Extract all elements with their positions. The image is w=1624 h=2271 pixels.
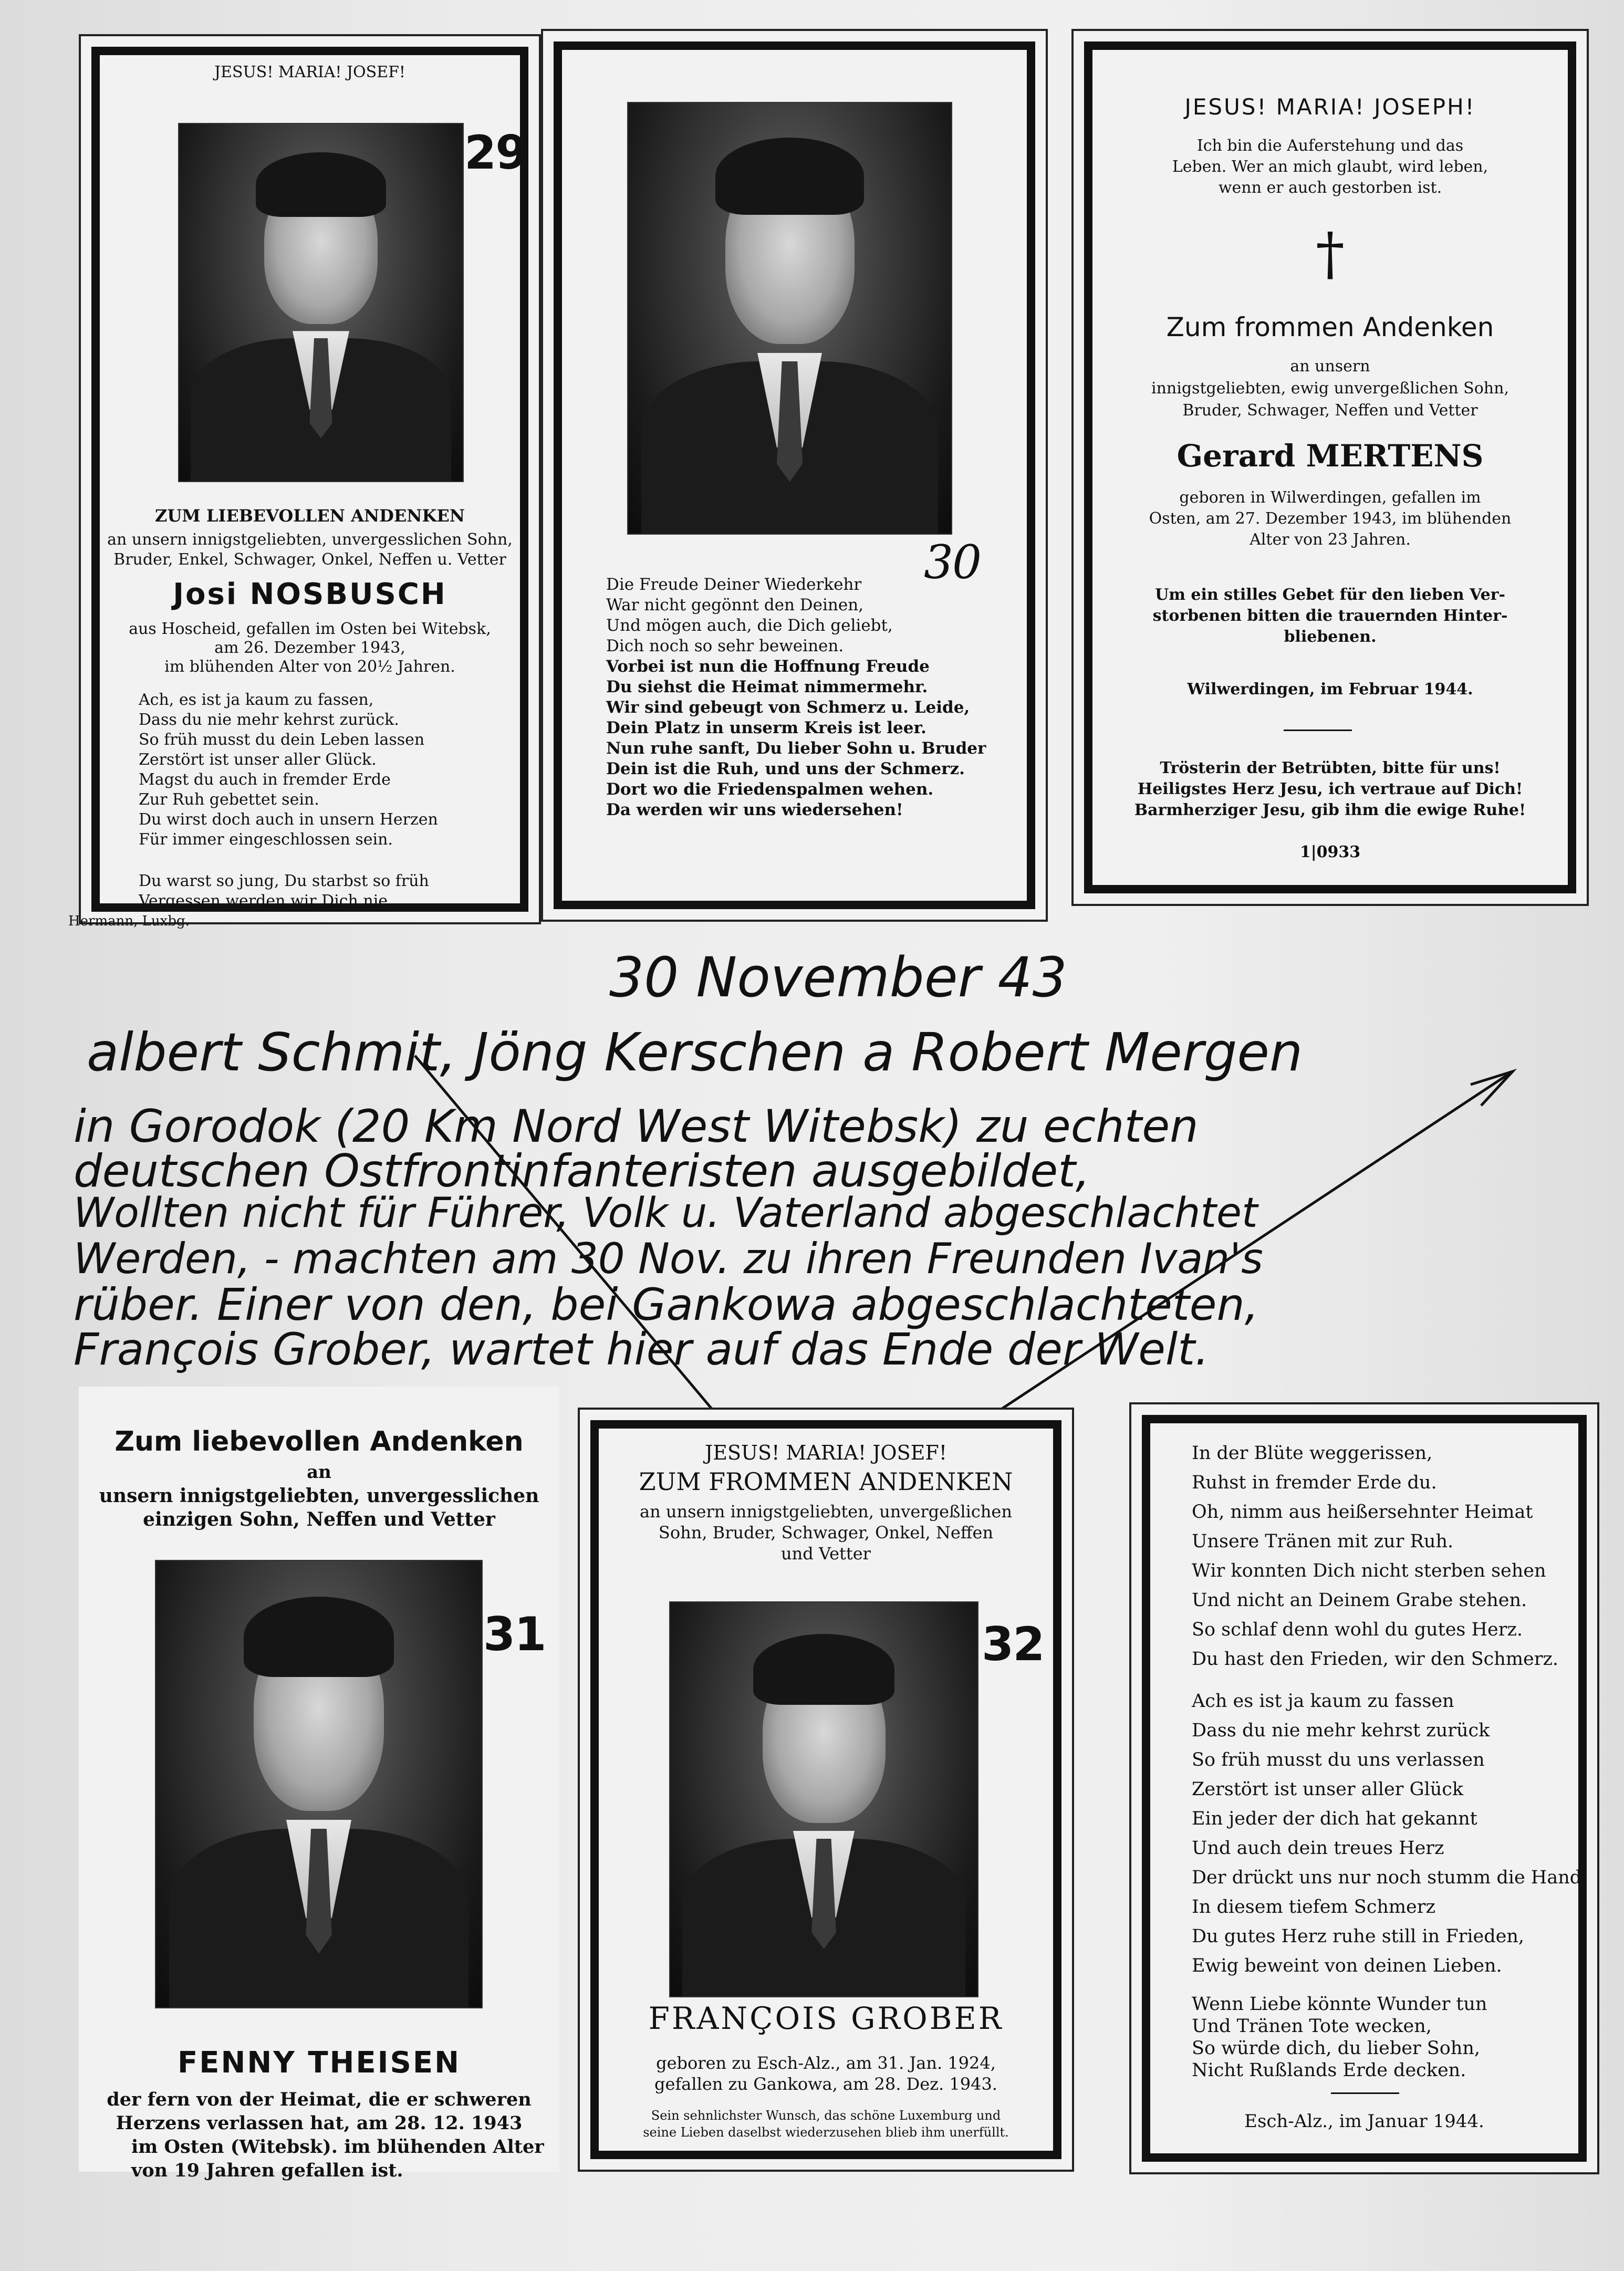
card-intro: Sohn, Bruder, Schwager, Onkel, Neffen xyxy=(658,1523,994,1543)
card-verse: Ich bin die Auferstehung und das xyxy=(1196,137,1464,155)
deceased-name: FENNY THEISEN xyxy=(178,2046,461,2080)
handwritten-line: deutschen Ostfrontinfanteristen ausgebildet, xyxy=(74,1145,1090,1197)
card-verse: wenn er auch gestorben ist. xyxy=(1218,179,1442,197)
card-detail: geboren in Wilwerdingen, gefallen im xyxy=(1179,488,1481,507)
card-wish: seine Lieben daselbst wiederzusehen blieb ihm unerfüllt. xyxy=(643,2125,1009,2140)
card-intro: an xyxy=(307,1462,331,1483)
card-wish: Sein sehnlichster Wunsch, das schöne Luxemburg und xyxy=(651,2108,1001,2123)
card-detail: geboren zu Esch-Alz., am 31. Jan. 1924, xyxy=(656,2053,996,2073)
card-detail: Osten, am 27. Dezember 1943, im blühenden xyxy=(1149,509,1512,528)
card-poem: Ach, es ist ja kaum zu fassen, Dass du nie mehr kehrst zurück. So früh musst du dein Leben lassen Zerstört ist unser aller Glück. Magst du auch in fremder Erde Zur Ruh gebettet sein. Du wirst doch auch in unsern Herzen Für immer eingeschlossen sein. xyxy=(139,691,438,849)
card-poem: Die Freude Deiner Wiederkehr War nicht gegönnt den Deinen, Und mögen auch, die Dich geliebt, Dich noch so sehr beweinen. Vorbei ist nun die Hoffnung Freude Du siehst die Heimat nimmermehr. Wir sind gebeugt von Schmerz u. Leide, Dein Platz in unserm Kreis ist leer. Nun ruhe sanft, Du lieber Sohn u. Bruder Dein ist die Ruh, und uns der Schmerz. Dort wo die Friedenspalmen wehen. Da werden wir uns wiedersehen! xyxy=(606,575,986,819)
card-title: Zum frommen Andenken xyxy=(1166,312,1494,342)
card-number: 29 xyxy=(464,126,527,180)
memorial-card-poem-grober xyxy=(1129,1402,1599,2174)
card-header: JESUS! MARIA! JOSEPH! xyxy=(1184,94,1476,120)
card-invocation: Trösterin der Betrübten, bitte für uns! xyxy=(1160,759,1501,777)
card-title: ZUM LIEBEVOLLEN ANDENKEN xyxy=(155,506,465,526)
card-title: Zum liebevollen Andenken xyxy=(114,1426,524,1457)
card-intro: einzigen Sohn, Neffen und Vetter xyxy=(143,1508,495,1530)
card-number: 30 xyxy=(924,535,981,589)
memorial-card-theisen xyxy=(79,1387,559,2181)
deceased-name: Gerard MERTENS xyxy=(1177,438,1484,474)
handwritten-line: Werden, - machten am 30 Nov. zu ihren Freunden Ivan's xyxy=(74,1234,1263,1283)
card-detail: aus Hoscheid, gefallen im Osten bei Witebsk, xyxy=(129,620,491,638)
divider xyxy=(1331,2092,1399,2094)
handwritten-line: François Grober, wartet hier auf das Ende der Welt. xyxy=(74,1324,1209,1375)
card-number: 32 xyxy=(982,1617,1044,1671)
card-intro: an unsern xyxy=(1290,357,1370,376)
handwritten-line: rüber. Einer von den, bei Gankowa abgeschlachteten, xyxy=(74,1279,1259,1330)
handwritten-line: Wollten nicht für Führer, Volk u. Vaterland abgeschlachtet xyxy=(74,1190,1258,1237)
card-header: JESUS! MARIA! JOSEF! xyxy=(705,1441,947,1464)
deceased-name: Josi NOSBUSCH xyxy=(173,577,447,611)
card-closing: Du warst so jung, Du starbst so früh Vergessen werden wir Dich nie. xyxy=(139,872,429,910)
card-prayer: bliebenen. xyxy=(1284,628,1377,646)
card-detail: am 26. Dezember 1943, xyxy=(214,639,405,657)
portrait-photo xyxy=(669,1601,978,1997)
card-detail: im blühenden Alter von 20½ Jahren. xyxy=(164,658,455,676)
card-intro: und Vetter xyxy=(781,1544,871,1564)
deceased-name: FRANÇOIS GROBER xyxy=(648,2001,1004,2036)
card-place-date: Esch-Alz., im Januar 1944. xyxy=(1244,2111,1484,2132)
card-intro: an unsern innigstgeliebten, unvergesslichen Sohn, xyxy=(107,530,513,549)
cross-icon: † xyxy=(1316,220,1345,287)
card-intro: an unsern innigstgeliebten, unvergeßlichen xyxy=(640,1502,1012,1522)
card-invocation: Barmherziger Jesu, gib ihm die ewige Ruhe! xyxy=(1134,801,1526,819)
printer-mark: Hermann, Luxbg. xyxy=(68,913,190,929)
card-title: ZUM FROMMEN ANDENKEN xyxy=(639,1467,1013,1496)
card-detail: Alter von 23 Jahren. xyxy=(1250,530,1411,549)
card-invocation: Heiligstes Herz Jesu, ich vertraue auf Dich! xyxy=(1137,780,1523,798)
card-code: 1|0933 xyxy=(1299,843,1361,861)
card-place-date: Wilwerdingen, im Februar 1944. xyxy=(1187,680,1473,699)
card-verse: Leben. Wer an mich glaubt, wird leben, xyxy=(1172,158,1488,176)
card-prayer: Um ein stilles Gebet für den lieben Ver- xyxy=(1155,586,1505,604)
card-detail: im Osten (Witebsk). im blühenden Alter xyxy=(131,2136,544,2158)
memorial-card-grober xyxy=(578,1408,1074,2172)
handwritten-date: 30 November 43 xyxy=(609,945,1067,1009)
card-intro: Bruder, Schwager, Neffen und Vetter xyxy=(1182,401,1478,420)
card-detail: gefallen zu Gankowa, am 28. Dez. 1943. xyxy=(654,2074,997,2094)
card-header: JESUS! MARIA! JOSEF! xyxy=(214,63,405,81)
portrait-photo xyxy=(155,1560,483,2008)
card-intro: innigstgeliebten, ewig unvergeßlichen Sohn, xyxy=(1151,379,1509,398)
handwritten-names: albert Schmit, Jöng Kerschen a Robert Mergen xyxy=(87,1022,1303,1083)
card-intro: Bruder, Enkel, Schwager, Onkel, Neffen u. Vetter xyxy=(113,550,506,569)
card-detail: der fern von der Heimat, die er schweren xyxy=(107,2089,532,2110)
card-intro: unsern innigstgeliebten, unvergesslichen xyxy=(99,1485,539,1507)
card-prayer: storbenen bitten die trauernden Hinter- xyxy=(1152,607,1508,625)
card-detail: von 19 Jahren gefallen ist. xyxy=(131,2160,403,2181)
handwritten-line: in Gorodok (20 Km Nord West Witebsk) zu echten xyxy=(74,1100,1199,1153)
card-number: 31 xyxy=(483,1607,546,1661)
card-detail: Herzens verlassen hat, am 28. 12. 1943 xyxy=(116,2112,523,2134)
card-poem: In der Blüte weggerissen, Ruhst in fremder Erde du. Oh, nimm aus heißersehnter Heimat Unsere Tränen mit zur Ruh. Wir konnten Dich nicht sterben sehen Und nicht an Deinem Grabe stehen. So schlaf denn wohl du gutes Herz. Du hast den Frieden, wir den Schmerz. Ach es ist ja kaum zu fassen Dass du nie mehr kehrst zurück So früh musst du uns verlassen Zerstört ist unser aller Glück Ein jeder der dich hat gekannt Und auch dein treues Herz Der drückt uns nur noch stumm die Hand In diesem tiefem Schmerz Du gutes Herz ruhe still in Frieden, Ewig beweint von deinen Lieben. Wenn Liebe könnte Wunder tun Und Tränen Tote wecken, So würde dich, du lieber Sohn, Nicht Rußlands Erde decken. xyxy=(1192,1443,1582,2081)
